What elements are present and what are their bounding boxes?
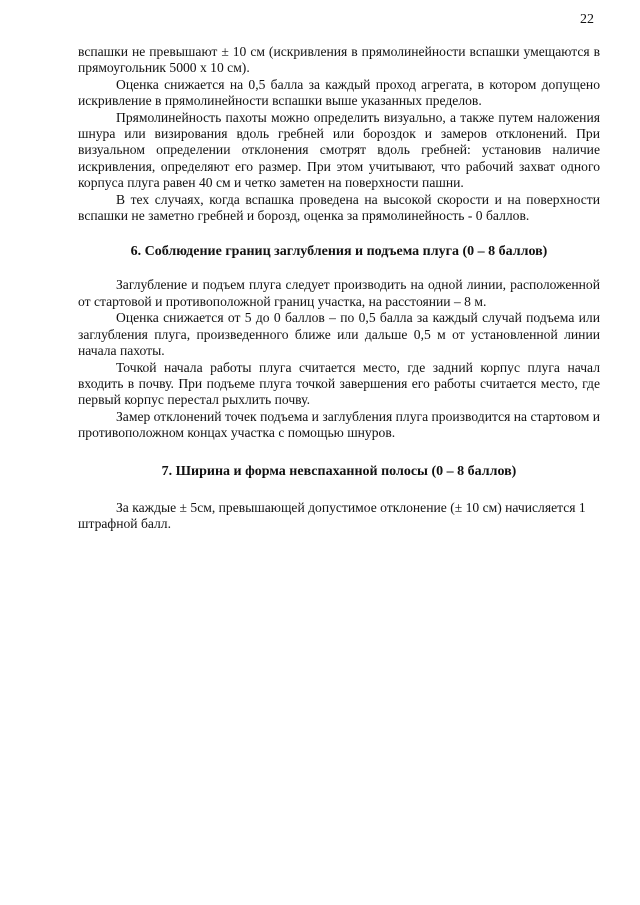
page-content	[78, 44, 600, 532]
paragraph-entry-exit-score-reduction: Оценка снижается от 5 до 0 баллов – по 0,5 балла за каждый случай подъема или заглубления плуга, произведенного ближе или дальше 0,5 м от установленной линии начала пахоты.	[78, 310, 600, 359]
paragraph-plow-start-end-point: Точкой начала работы плуга считается место, где задний корпус плуга начал входить в почву. При подъеме плуга точкой завершения его работы считается место, где первый корпус перестал рыхлить почву.	[78, 359, 600, 408]
page-number: 22	[580, 12, 594, 27]
section-6-title: 6. Соблюдение границ заглубления и подъема плуга (0 – 8 баллов)	[130, 244, 548, 260]
paragraph-high-speed-case: В тех случаях, когда вспашка проведена на высокой скорости и на поверхности вспашки не заметно гребней и борозд, оценка за прямолинейность - 0 баллов.	[78, 191, 600, 224]
paragraph-plowing-deviation-limits: вспашки не превышают ± 10 см (искривления в прямолинейности вспашки умещаются в прямоугольник 5000 х 10 см).	[78, 44, 600, 76]
paragraph-unplowed-strip-penalty: За каждые ± 5см, превышающей допустимое отклонение (± 10 см) начисляется 1 штрафной балл.	[78, 499, 586, 531]
paragraph-deviation-measurement: Замер отклонений точек подъема и заглубления плуга производится на стартовом и противоположном концах участка с помощью шнуров.	[78, 408, 600, 441]
section-7-title: 7. Ширина и форма невспаханной полосы (0 – 8 баллов)	[161, 463, 517, 479]
paragraph-straightness-measurement: Прямолинейность пахоты можно определить визуально, а также путем наложения шнура или визирования вдоль гребней или бороздок и замеров отклонений. При визуальном определении отклонения смотрят вдоль гребней: установив наличие искривления, определяют его размер. При этом учитывают, что рабочий захват одного корпуса плуга равен 40 см и четко заметен на поверхности пашни.	[78, 109, 600, 191]
paragraph-score-reduction-pass: Оценка снижается на 0,5 балла за каждый проход агрегата, в котором допущено искривление в прямолинейности вспашки выше указанных пределов.	[78, 76, 600, 109]
paragraph-plow-entry-exit-line: Заглубление и подъем плуга следует производить на одной линии, расположенной от стартовой и противоположной границ участка, на расстоянии – 8 м.	[78, 277, 600, 309]
